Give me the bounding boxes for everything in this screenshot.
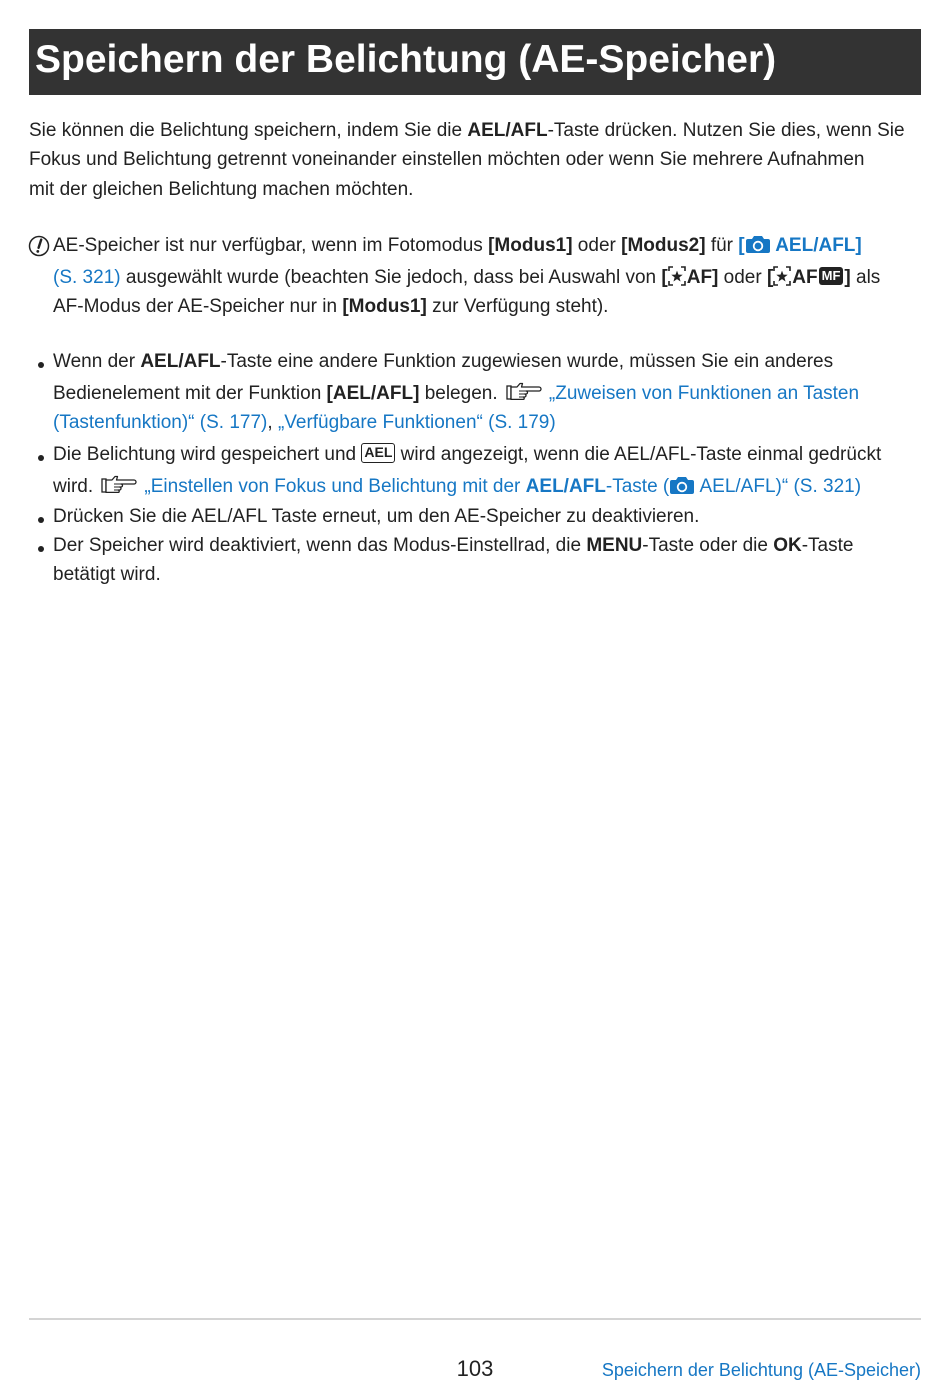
page-title-bar [29, 29, 921, 95]
note-line-2 [53, 263, 880, 293]
note-text: oder [718, 267, 767, 288]
note-text: als [850, 267, 881, 288]
intro-text: Sie können die Belichtung speichern, indem Sie die [29, 120, 468, 141]
bullet-1-line-3 [53, 408, 556, 438]
bracket-label: [ [766, 267, 774, 288]
bullet-text: belegen. [419, 383, 503, 404]
note-line-1 [53, 231, 862, 261]
star-af-target-icon [668, 266, 686, 286]
ael-afl-key-label: AEL/AFL [140, 351, 221, 372]
link-text: „Einstellen von Fokus und Belichtung mit der [144, 476, 526, 497]
bullet-marker [38, 455, 44, 461]
ok-key-label: OK [773, 535, 802, 556]
footer-section-link[interactable]: Speichern der Belichtung (AE-Speicher) [601, 1360, 921, 1380]
intro-text: -Taste drücken. Nutzen Sie dies, wenn Sie [547, 120, 905, 141]
page-title: Speichern der Belichtung (AE-Speicher) [35, 38, 777, 81]
bullet-text: , [267, 412, 278, 433]
note-text: für [705, 235, 739, 256]
bullet-text: Bedienelement mit der Funktion [53, 383, 327, 404]
bullet-text: Der Speicher wird deaktiviert, wenn das Modus-Einstellrad, die [53, 535, 587, 556]
pointing-hand-icon [101, 475, 137, 493]
ael-indicator-icon: AEL [361, 443, 395, 463]
bullet-4-line-2 [53, 560, 161, 590]
bullet-2-line-1 [53, 440, 881, 470]
bullet-text: wird. [53, 476, 99, 497]
af-mode-label: AF] [686, 267, 719, 288]
bullet-text: -Taste oder die [642, 535, 774, 556]
link-text: AEL/AFL] [770, 235, 862, 256]
intro-line-2 [29, 145, 864, 175]
bullet-text: wird angezeigt, wenn die AEL/AFL-Taste einmal gedrückt [395, 444, 882, 465]
link-zuweisen-von-funktionen[interactable]: „Zuweisen von Funktionen an Tasten [548, 383, 860, 404]
modus2-label: [Modus2] [621, 235, 706, 256]
footer-divider [29, 1318, 921, 1320]
star-af-target-icon [773, 266, 791, 286]
modus1-label: [Modus1] [342, 296, 427, 317]
bullet-text: Die Belichtung wird gespeichert und [53, 444, 362, 465]
camera-icon [746, 234, 770, 254]
note-text: AF-Modus der AE-Speicher nur in [53, 296, 343, 317]
intro-line-1 [29, 116, 905, 146]
intro-text: mit der gleichen Belichtung machen möchten. [29, 179, 414, 200]
mf-badge-icon: MF [819, 267, 844, 285]
intro-line-3 [29, 175, 413, 205]
caution-icon [28, 235, 50, 257]
bullet-marker [38, 546, 44, 552]
link-text: AEL/AFL)“ (S. 321) [695, 476, 862, 497]
menu-key-label: MENU [586, 535, 643, 556]
note-line-3 [53, 292, 608, 322]
note-text: ausgewählt wurde (beachten Sie jedoch, dass bei Auswahl von [120, 267, 662, 288]
bullet-text: Wenn der [53, 351, 141, 372]
bullet-2-line-2 [53, 472, 861, 502]
link-page-321[interactable]: (S. 321) [53, 267, 121, 288]
bullet-text: Drücken Sie die AEL/AFL Taste erneut, um den AE-Speicher zu deaktivieren. [53, 506, 700, 527]
camera-icon [670, 475, 694, 495]
link-verfuegbare-funktionen[interactable]: „Verfügbare Funktionen“ (S. 179) [277, 412, 556, 433]
bullet-1-line-2 [53, 379, 859, 409]
bullet-marker [38, 362, 44, 368]
link-text: -Taste ( [605, 476, 670, 497]
note-text: zur Verfügung steht). [426, 296, 609, 317]
bullet-text: betätigt wird. [53, 564, 161, 585]
note-text: oder [572, 235, 622, 256]
ael-afl-key-label: AEL/AFL [467, 120, 548, 141]
link-zuweisen-von-funktionen[interactable]: (Tastenfunktion)“ (S. 177) [53, 412, 268, 433]
bracket-label: ] [844, 267, 851, 288]
af-mode-label: AF [792, 267, 818, 288]
bullet-marker [38, 517, 44, 523]
note-text: AE-Speicher ist nur verfügbar, wenn im Fotomodus [53, 235, 489, 256]
pointing-hand-icon [506, 382, 542, 400]
link-einstellen-fokus-belichtung[interactable] [144, 476, 861, 497]
bullet-text: -Taste [801, 535, 854, 556]
link-camera-ael-afl-setting[interactable] [738, 235, 861, 256]
intro-text: Fokus und Belichtung getrennt voneinander einstellen möchten oder wenn Sie mehrere Aufnahmen [29, 149, 865, 170]
link-text-bold: AEL/AFL [525, 476, 606, 497]
page-number: 103 [456, 1356, 494, 1381]
bracket-label: [ [661, 267, 668, 288]
link-text: [ [738, 235, 745, 256]
ael-afl-function-label: [AEL/AFL] [326, 383, 420, 404]
bullet-4-line-1 [53, 531, 853, 561]
bullet-text: -Taste eine andere Funktion zugewiesen wurde, müssen Sie ein anderes [220, 351, 834, 372]
bullet-1-line-1 [53, 347, 833, 377]
bullet-3-line-1 [53, 502, 699, 532]
modus1-label: [Modus1] [488, 235, 573, 256]
